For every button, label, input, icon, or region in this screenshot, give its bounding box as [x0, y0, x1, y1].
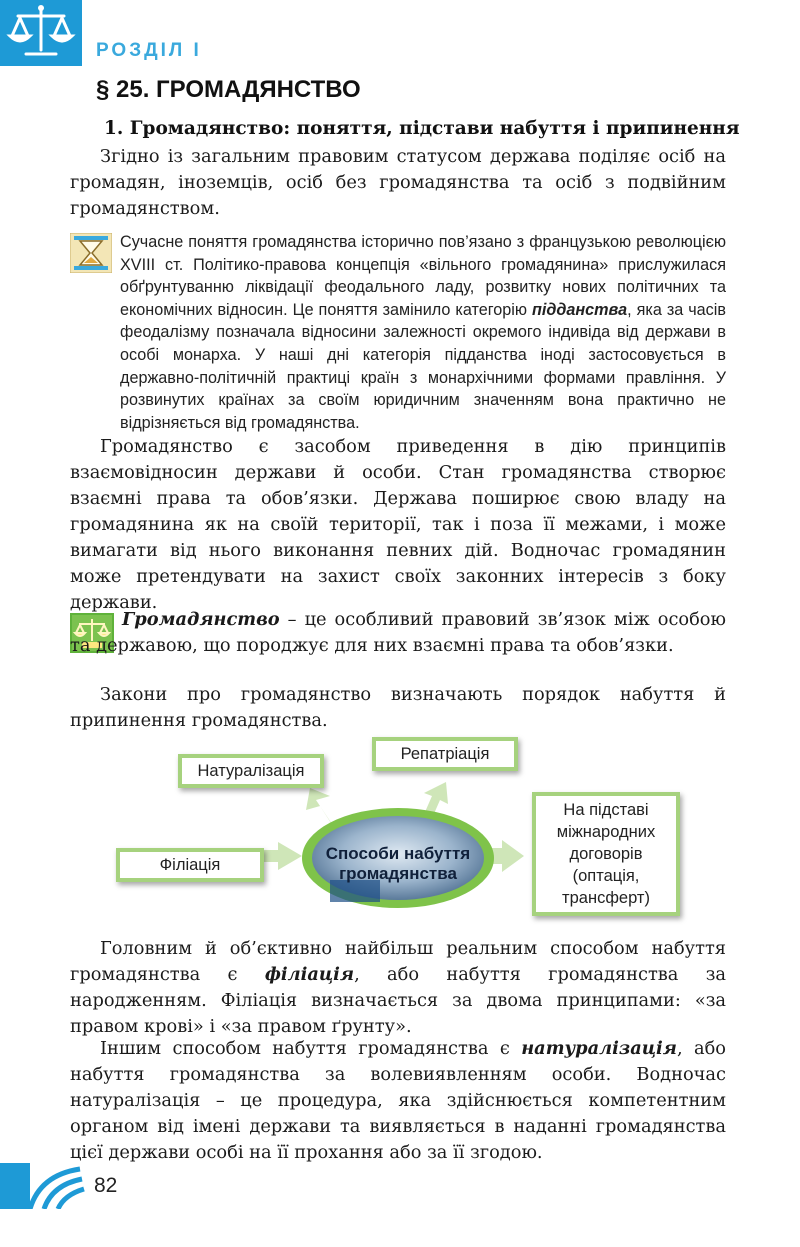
history-term: підданства: [531, 300, 628, 319]
body-paragraph-1: Громадянство є засобом приведення в дію принципів взаємовідносин держави й особи. Стан громадянства створює взаємні права та обов’язки. Держава поширює свою владу на громадянина як на своїй території, так і поза її межами, і може вимагати від нього виконання певних дій. Водночас громадянин може претендувати на захист своїх законних інтересів з боку держави.: [70, 436, 726, 613]
page-number: 82: [94, 1174, 118, 1197]
naturalization-term: натуралізація: [521, 1038, 677, 1059]
intro-paragraph: Згідно із загальним правовим статусом держава поділяє осіб на громадян, іноземців, осіб без громадянства та осіб з подвійним громадянством.: [70, 146, 726, 219]
definition-paragraph: Громадянство – це особливий правовий зв’язок між особою та державою, що породжує для них взаємні права та обов’язки.: [70, 609, 726, 656]
naturalization-paragraph: Іншим способом набуття громадянства є натуралізація, або набуття громадянства за волевиявленням особи. Водночас натуралізація – це процедура, яка здійснюється компетентним органом від імені держави та виявляється в наданні громадянства цієї держави особі на її прохання або за її згодою.: [70, 1038, 726, 1163]
subsection-title: 1. Громадянство: поняття, підстави набуття і припинення: [104, 118, 740, 139]
footer-swirl-icon: [0, 1163, 86, 1209]
page-title: § 25. ГРОМАДЯНСТВО: [96, 76, 361, 103]
diagram-box-treaties: На підставі міжнародних договорів (оптація, трансферт): [532, 792, 680, 916]
hourglass-icon: [70, 233, 112, 273]
section-label: РОЗДІЛ І: [96, 40, 202, 61]
definition-term: Громадянство: [122, 609, 280, 630]
diagram-box-naturalization: Натуралізація: [178, 754, 324, 788]
history-note-text: Сучасне поняття громадянства історично пов’язано з французькою революцією XVIII ст. Політико-правова концепція «вільного громадянина» прислужилася обґрунтуванню ліквідації феодального ладу, розвитку нових політичних та економічних відносин. Це поняття замінило категорію підданства, яка за часів феодалізму позначала відносини залежності окремого індивіда від держави в особі монарха. У наші дні категорія підданства іноді застосовується в державно-політичній практиці країн з монархічними формами правління. У розвинутих країнах за своїм юридичним значенням вона практично не відрізняється від громадянства.: [120, 233, 726, 432]
diagram-box-filiation: Філіація: [116, 848, 264, 882]
scales-of-justice-icon: [0, 0, 82, 66]
filiation-paragraph: Головним й об’єктивно найбільш реальним способом набуття громадянства є філіація, або набуття громадянства за народженням. Філіація визначається за двома принципами: «за правом крові» і «за правом ґрунту».: [70, 938, 726, 1037]
chapter-corner-block: [0, 0, 82, 66]
laws-paragraph: Закони про громадянство визначають порядок набуття й припинення громадянства.: [70, 684, 726, 731]
diagram-center-label: Способи набуття громадянства: [325, 844, 471, 883]
filiation-term: філіація: [264, 964, 355, 985]
diagram-box-repatriation: Репатріація: [372, 737, 518, 771]
